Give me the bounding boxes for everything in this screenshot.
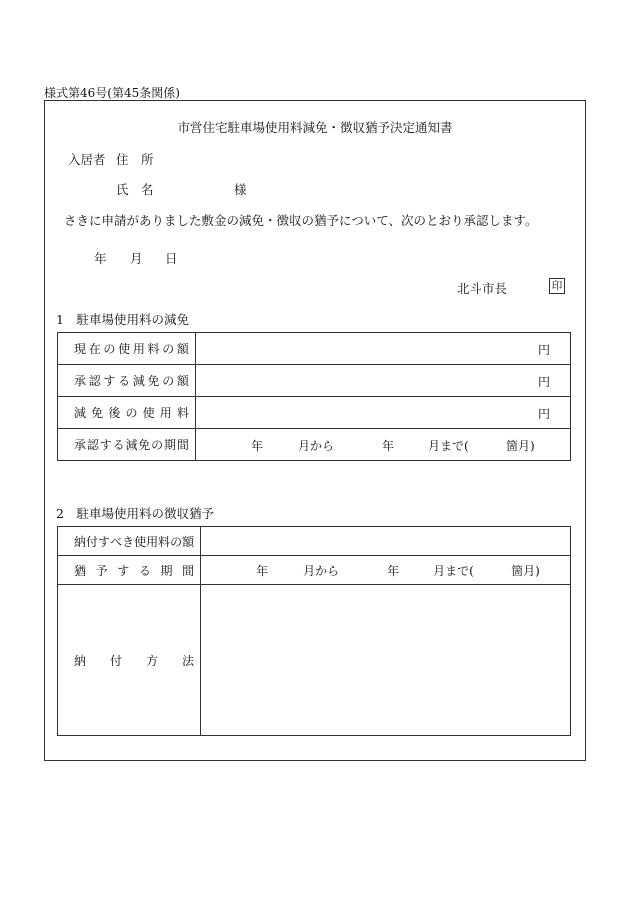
period-month-from: 月から bbox=[297, 439, 334, 453]
label-payment-method bbox=[66, 652, 200, 669]
label-deferral-period bbox=[66, 562, 200, 579]
row-label bbox=[58, 556, 201, 585]
period-cell[interactable] bbox=[195, 429, 570, 461]
table-row bbox=[58, 365, 571, 397]
period-year2: 年 bbox=[387, 564, 400, 578]
table-row bbox=[58, 333, 571, 365]
row-label bbox=[58, 429, 196, 461]
yen-unit: 円 bbox=[537, 375, 550, 389]
label-char: 料 bbox=[147, 342, 160, 356]
section1-heading: 1 駐車場使用料の減免 bbox=[56, 312, 189, 327]
label-char: 減 bbox=[125, 438, 138, 452]
label-char: 使 bbox=[134, 534, 147, 549]
label-char: 用 bbox=[132, 342, 145, 356]
label-char: の bbox=[151, 438, 164, 452]
label-char: 期 bbox=[164, 438, 177, 452]
label-char: 免 bbox=[138, 438, 151, 452]
label-char: 減 bbox=[74, 406, 87, 420]
period-month-from: 月から bbox=[303, 564, 340, 578]
value-cell[interactable] bbox=[201, 585, 571, 736]
body-text: さきに申請がありました敷金の減免・徴収の猶予について、次のとおり承認します。 bbox=[64, 213, 538, 228]
table-row bbox=[58, 397, 571, 429]
label-char: す bbox=[99, 438, 112, 452]
label-char: 予 bbox=[95, 563, 108, 578]
label-char: 方 bbox=[146, 653, 159, 668]
issuer: 北斗市長 bbox=[457, 281, 508, 296]
label-approved-reduction bbox=[66, 372, 195, 389]
yen-unit: 円 bbox=[537, 343, 550, 357]
label-char: 認 bbox=[88, 374, 101, 388]
label-char: す bbox=[103, 374, 116, 388]
period-months-count: 箇月) bbox=[511, 564, 540, 578]
label-char: 猶 bbox=[74, 563, 87, 578]
label-current-fee bbox=[66, 340, 195, 357]
label-char: 免 bbox=[147, 374, 160, 388]
label-char: 承 bbox=[74, 374, 87, 388]
label-char: 額 bbox=[182, 534, 195, 549]
table-row bbox=[58, 527, 571, 556]
label-char: 用 bbox=[146, 534, 159, 549]
label-char: 付 bbox=[110, 653, 123, 668]
table-row bbox=[58, 429, 571, 461]
label-char: 認 bbox=[86, 438, 99, 452]
label-char: 期 bbox=[160, 563, 173, 578]
address-label: 住 所 bbox=[116, 152, 154, 167]
label-char: き bbox=[122, 534, 135, 549]
form-number: 様式第46号(第45条関係) bbox=[44, 86, 180, 100]
label-char: 使 bbox=[118, 342, 131, 356]
label-char: 現 bbox=[74, 342, 87, 356]
label-char: る bbox=[112, 438, 125, 452]
label-char: 額 bbox=[176, 374, 189, 388]
honorific: 様 bbox=[234, 182, 247, 197]
label-char: の bbox=[103, 342, 116, 356]
label-char: 間 bbox=[182, 563, 195, 578]
row-label bbox=[58, 585, 201, 736]
label-char: 間 bbox=[176, 438, 189, 452]
period-month-to: 月まで( bbox=[427, 439, 469, 453]
label-char: 免 bbox=[91, 406, 104, 420]
name-label: 氏 名 bbox=[116, 182, 154, 197]
label-char: 減 bbox=[132, 374, 145, 388]
section1-table bbox=[57, 332, 571, 461]
label-char: 納 bbox=[74, 653, 87, 668]
date-day: 日 bbox=[165, 251, 178, 266]
label-char: 使 bbox=[142, 406, 155, 420]
yen-unit: 円 bbox=[537, 407, 550, 421]
table-row bbox=[58, 556, 571, 585]
label-char: る bbox=[118, 374, 131, 388]
period-year1: 年 bbox=[250, 439, 263, 453]
label-char: 付 bbox=[86, 534, 99, 549]
label-reduction-period bbox=[66, 436, 195, 453]
period-months-count: 箇月) bbox=[505, 439, 535, 453]
label-char: 承 bbox=[74, 438, 87, 452]
row-label bbox=[58, 397, 196, 429]
seal-mark: 印 bbox=[549, 278, 565, 294]
period-cell[interactable] bbox=[201, 556, 571, 585]
label-char: す bbox=[117, 563, 130, 578]
label-char: 額 bbox=[176, 342, 189, 356]
label-char: 料 bbox=[158, 534, 171, 549]
period-year2: 年 bbox=[381, 439, 394, 453]
period-year1: 年 bbox=[256, 564, 269, 578]
section2-table bbox=[57, 526, 571, 736]
resident-label: 入居者 bbox=[68, 152, 106, 167]
value-cell[interactable] bbox=[195, 397, 570, 429]
row-label bbox=[58, 333, 196, 365]
document-title: 市営住宅駐車場使用料減免・徴収猶予決定通知書 bbox=[177, 120, 453, 135]
section2-heading: 2 駐車場使用料の徴収猶予 bbox=[56, 506, 214, 521]
row-label bbox=[58, 365, 196, 397]
value-cell[interactable] bbox=[195, 365, 570, 397]
label-char: の bbox=[170, 534, 183, 549]
row-label bbox=[58, 527, 201, 556]
label-fee-after-reduction bbox=[66, 404, 195, 421]
label-char: 法 bbox=[182, 653, 195, 668]
date-month: 月 bbox=[130, 251, 143, 266]
label-char: 後 bbox=[108, 406, 121, 420]
label-char: べ bbox=[110, 534, 123, 549]
label-char: 納 bbox=[74, 534, 87, 549]
period-month-to: 月まで( bbox=[433, 564, 474, 578]
value-cell[interactable] bbox=[195, 333, 570, 365]
label-char: 用 bbox=[159, 406, 172, 420]
label-char: 料 bbox=[176, 406, 189, 420]
table-row bbox=[58, 585, 571, 736]
label-char: の bbox=[162, 374, 175, 388]
label-char: る bbox=[138, 563, 151, 578]
value-cell[interactable] bbox=[201, 527, 571, 556]
label-char: の bbox=[162, 342, 175, 356]
date-year: 年 bbox=[94, 251, 107, 266]
label-char: の bbox=[125, 406, 138, 420]
label-char: す bbox=[98, 534, 111, 549]
label-amount-due bbox=[66, 533, 200, 550]
label-char: 在 bbox=[88, 342, 101, 356]
